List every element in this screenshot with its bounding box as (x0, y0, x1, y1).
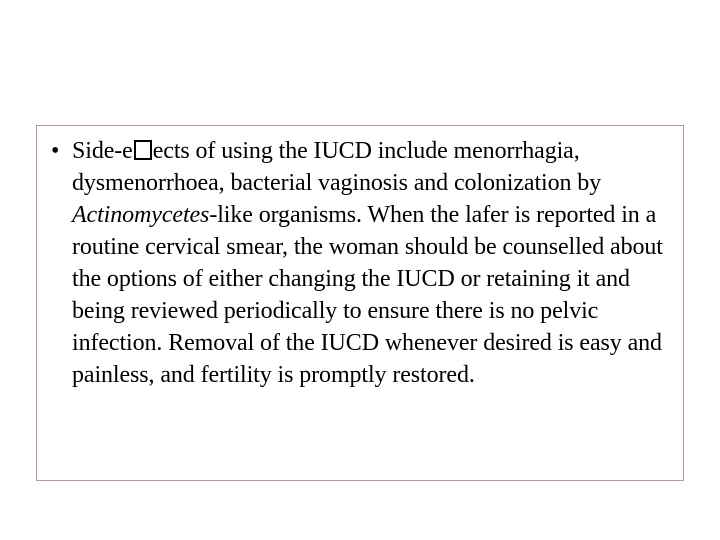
bullet-paragraph (72, 135, 681, 391)
bullet-glyph: • (51, 138, 60, 164)
paragraph-italic-term: Actinomycetes (72, 202, 210, 228)
paragraph-text-start: Side-e (72, 138, 133, 164)
bullet-item (51, 135, 681, 391)
paragraph-text-end: -like organisms. When the lafer is reported in a routine cervical smear, the woman should be counselled about the options of either changing the IUCD or retaining it and being reviewed periodically to ensure there is no pelvic infection. Removal of the IUCD whenever desired is easy and painless, and fertility is promptly restored. (72, 202, 663, 388)
paragraph-text-middle: ects of using the IUCD include menorrhagia, dysmenorrhoea, bacterial vaginosis and colonization by (72, 138, 602, 196)
missing-glyph-box (134, 140, 152, 160)
content-text-box (36, 125, 684, 481)
